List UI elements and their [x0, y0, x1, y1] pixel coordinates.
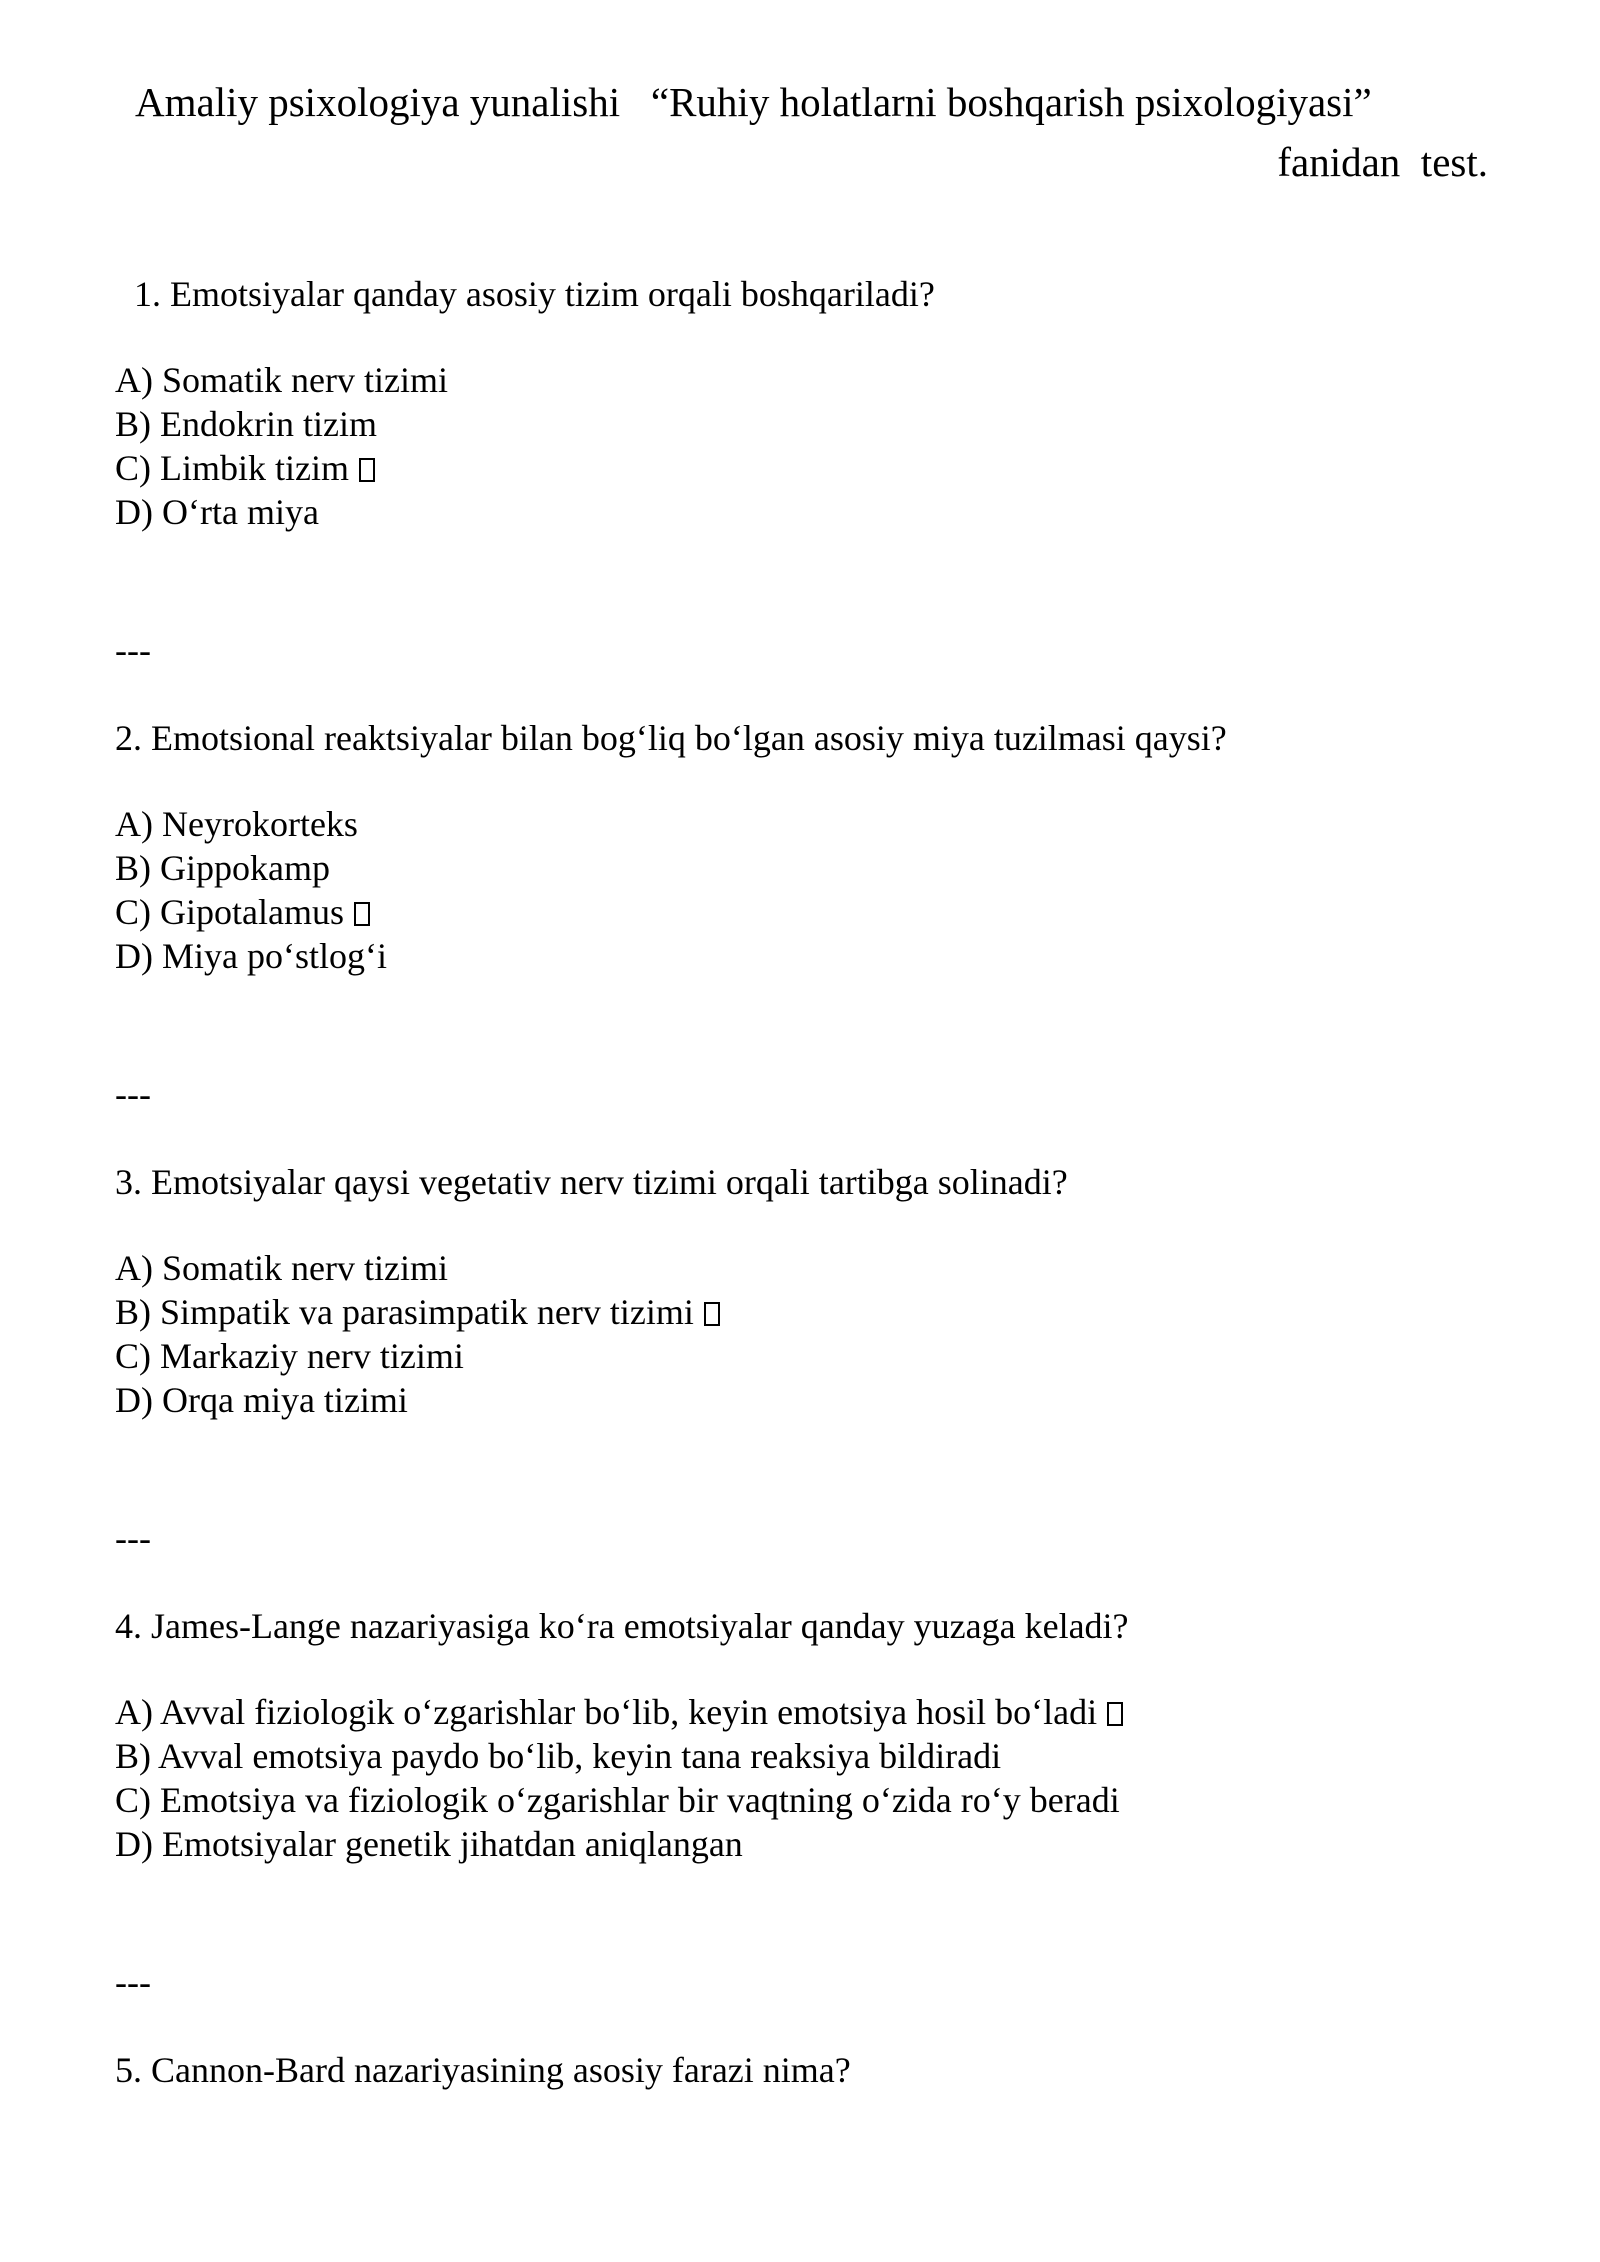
answer-options — [115, 802, 387, 978]
answer-option-d: D) Miya po‘stlog‘i — [115, 936, 387, 976]
separator: --- — [115, 1518, 151, 1558]
correct-answer-mark-icon — [359, 458, 375, 482]
answer-option-c: C) Emotsiya va fiziologik o‘zgarishlar bir vaqtning o‘zida ro‘y beradi — [115, 1780, 1120, 1820]
answer-option-a: A) Neyrokorteks — [115, 804, 358, 844]
separator: --- — [115, 1962, 151, 2002]
answer-option-d: D) Emotsiyalar genetik jihatdan aniqlangan — [115, 1824, 743, 1864]
question-text: 2. Emotsional reaktsiyalar bilan bog‘liq bo‘lgan asosiy miya tuzilmasi qaysi? — [115, 718, 1227, 758]
answer-option-c: C) Gipotalamus — [115, 890, 387, 934]
answer-option-a: A) Avval fiziologik o‘zgarishlar bo‘lib, keyin emotsiya hosil bo‘ladi — [115, 1690, 1123, 1734]
answer-option-b: B) Simpatik va parasimpatik nerv tizimi — [115, 1290, 720, 1334]
separator: --- — [115, 1074, 151, 1114]
answer-option-d: D) O‘rta miya — [115, 492, 319, 532]
answer-option-d: D) Orqa miya tizimi — [115, 1380, 408, 1420]
answer-option-c: C) Limbik tizim — [115, 446, 448, 490]
answer-options — [115, 1690, 1123, 1866]
question-text: 1. Emotsiyalar qanday asosiy tizim orqali boshqariladi? — [134, 274, 935, 314]
correct-answer-mark-icon — [704, 1302, 720, 1326]
answer-option-b: B) Endokrin tizim — [115, 404, 377, 444]
answer-options — [115, 358, 448, 534]
correct-answer-mark-icon — [1107, 1702, 1123, 1726]
question-text: 5. Cannon-Bard nazariyasining asosiy farazi nima? — [115, 2050, 851, 2090]
question-text: 4. James-Lange nazariyasiga ko‘ra emotsiyalar qanday yuzaga keladi? — [115, 1606, 1129, 1646]
question-text: 3. Emotsiyalar qaysi vegetativ nerv tizimi orqali tartibga solinadi? — [115, 1162, 1068, 1202]
answer-option-a: A) Somatik nerv tizimi — [115, 360, 448, 400]
answer-options — [115, 1246, 720, 1422]
answer-option-b: B) Avval emotsiya paydo bo‘lib, keyin tana reaksiya bildiradi — [115, 1736, 1002, 1776]
document-title-line-2: fanidan test. — [1277, 139, 1488, 185]
answer-option-c: C) Markaziy nerv tizimi — [115, 1336, 464, 1376]
document-title-line-1: Amaliy psixologiya yunalishi “Ruhiy holatlarni boshqarish psixologiyasi” — [135, 79, 1372, 125]
correct-answer-mark-icon — [354, 902, 370, 926]
separator: --- — [115, 630, 151, 670]
answer-option-b: B) Gippokamp — [115, 848, 330, 888]
answer-option-a: A) Somatik nerv tizimi — [115, 1248, 448, 1288]
